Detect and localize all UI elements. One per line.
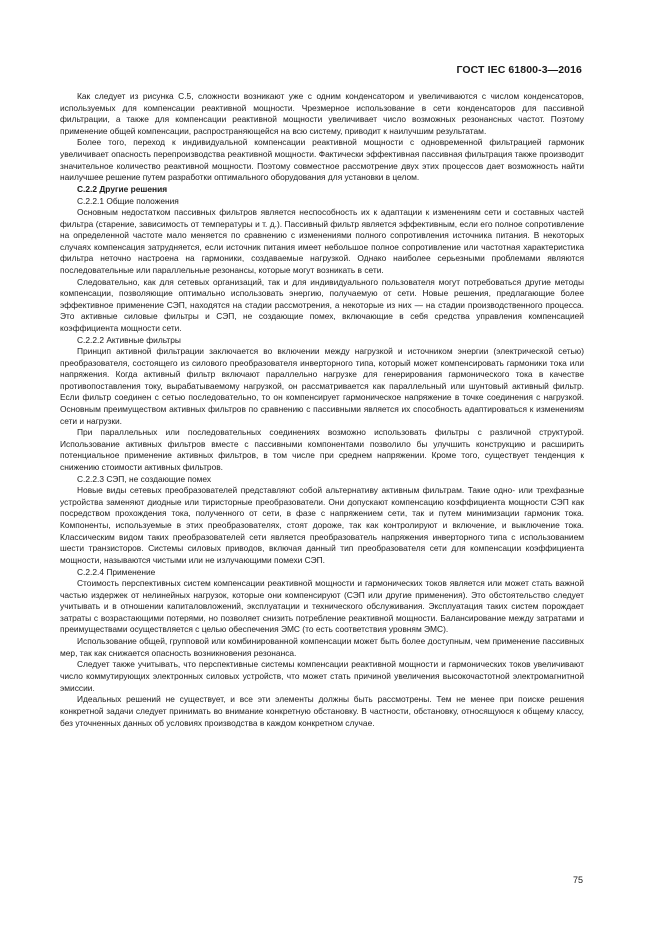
paragraph: Как следует из рисунка С.5, сложности возникают уже с одним конденсатором и увеличиваются с числом конденсаторов, используемых для компенсации реактивной мощности. Чрезмерное использование в сети конденсаторов для пассивной фильтрации, а также для компенсации реактивной мощности увеличивает число возможных резонансных частот. Поэтому применение общей компенсации, распространяющейся на всю систему, приводит к наилучшим результатам. bbox=[60, 91, 584, 136]
subsection-heading: С.2.2.2 Активные фильтры bbox=[77, 334, 181, 345]
paragraph: Новые виды сетевых преобразователей представляют собой альтернативу активным фильтрам. Такие одно- или трехфазные устройства заменяют диодные или тиристорные преобразователи. Они допускают компенсацию коэффициента мощности СЭП как посредством прохождения тока, полученного от сети, в фазе с напряжением сети, так и путем минимизации гармоник тока. Компоненты, используемые в этих преобразователях, стоят дороже, так как контролируют и включение, и выключение тока. Классическим видом таких преобразователей сети является преобразователь напряжения инверторного типа с использованием шести транзисторов. Системы силовых приводов, включая данный тип преобразователя сети для компенсации коэффициента мощности, называются чистыми или не излучающими помехи СЭП. bbox=[60, 485, 584, 565]
paragraph: Стоимость перспективных систем компенсации реактивной мощности и гармонических токов является или может стать важной частью издержек от нелинейных нагрузок, которые они компенсируют (СЭП или другие применения). Это обстоятельство следует учитывать и в отношении капиталовложений, эксплуатации и технического обслуживания. Эксплуатация таких систем порождает затраты с возрастающими потерями, но позволяет снизить потребление реактивной мощности. Балансирование между затратами и преимуществами осуществляется с целью обеспечения ЭМС (то есть соответствия уровням ЭМС). bbox=[60, 578, 584, 635]
paragraph: Следовательно, как для сетевых организаций, так и для индивидуального пользователя могут потребоваться другие методы компенсации, позволяющие оптимально использовать энергию, получаемую от сети. Новые решения, предлагающие более эффективное применение СЭП, находятся на стадии рассмотрения, а некоторые из них — на стадии производственного процесса. Это активные силовые фильтры и СЭП, не создающие помех, включающие в себя средства управления компенсацией коэффициента мощности сети. bbox=[60, 276, 584, 333]
paragraph: Более того, переход к индивидуальной компенсации реактивной мощности с одновременной фильтрацией гармоник увеличивает опасность перепроизводства реактивной мощности. Фактически эффективная пассивная фильтрация также производит значительное количество реактивной мощности. Поэтому совместное рассмотрение двух этих процессов дает возможность найти наилучшее решение путем разработки оптимального оборудования для установки в целом. bbox=[60, 137, 584, 183]
paragraph: Принцип активной фильтрации заключается во включении между нагрузкой и источником энергии (электрической сетью) преобразователя, состоящего из силового преобразователя инверторного типа, который может компенсировать гармоники тока или напряжения. Когда активный фильтр включают параллельно нагрузке для генерирования гармонического тока в качестве противопоставления току, вырабатываемому нагрузкой, он рассматривается как параллельный или шунтовый активный фильтр. Если фильтр соединен с сетью последовательно, то он компенсирует гармоническое напряжение в точке соединения с нагрузкой. Основным преимуществом активных фильтров по сравнению с пассивными является их способность адаптироваться к изменениям сети и нагрузки. bbox=[60, 346, 584, 426]
paragraph: Идеальных решений не существует, и все эти элементы должны быть рассмотрены. Тем не менее при поиске решения конкретной задачи следует принимать во внимание конкретную обстановку. В частности, обстановку, относящуюся к общему классу, без уточненных данных об условиях производства в каждом конкретном случае. bbox=[60, 694, 584, 728]
paragraph: Использование общей, групповой или комбинированной компенсации может быть более доступным, чем применение пассивных мер, так как снижается опасность возникновения резонанса. bbox=[60, 636, 584, 658]
paragraph: Следует также учитывать, что перспективные системы компенсации реактивной мощности и гармонических токов увеличивают число коммутирующих электронных силовых устройств, что может стать причиной увеличения высокочастотной электромагнитной эмиссии. bbox=[60, 659, 584, 693]
subsection-heading: С.2.2.4 Применение bbox=[77, 566, 156, 577]
paragraph: Основным недостатком пассивных фильтров является неспособность их к адаптации к изменениям сети и составных частей фильтра (старение, зависимость от температуры и т. д.). Пассивный фильтр является эффективным, если его полное сопротивление на определенной частоте мало меняется по сравнению с изменениями полного сопротивления источника питания. В некоторых случаях компенсация затрудняется, если источник питания имеет небольшое полное сопротивление или частотная характеристика фильтра неточно настроена на гармоники, создаваемые нагрузкой. Однако наиболее серьезными проблемами являются последовательные или параллельные резонансы, которые могут возникать в сети. bbox=[60, 207, 584, 275]
standard-code-header: ГОСТ IEC 61800-3—2016 bbox=[456, 64, 582, 76]
page-number: 75 bbox=[572, 875, 583, 885]
section-heading: С.2.2 Другие решения bbox=[77, 183, 168, 194]
subsection-heading: С.2.2.1 Общие положения bbox=[77, 195, 179, 206]
subsection-heading: С.2.2.3 СЭП, не создающие помех bbox=[77, 473, 212, 484]
paragraph: При параллельных или последовательных соединениях возможно использовать фильтры с различной структурой. Использование активных фильтров вместе с пассивными компонентами позволило бы улучшить конструкцию и расширить потенциальное применение активных фильтров, в том числе при среднем напряжении. Кроме того, существует тенденция к снижению стоимости активных фильтров. bbox=[60, 427, 584, 472]
document-body bbox=[60, 91, 584, 729]
